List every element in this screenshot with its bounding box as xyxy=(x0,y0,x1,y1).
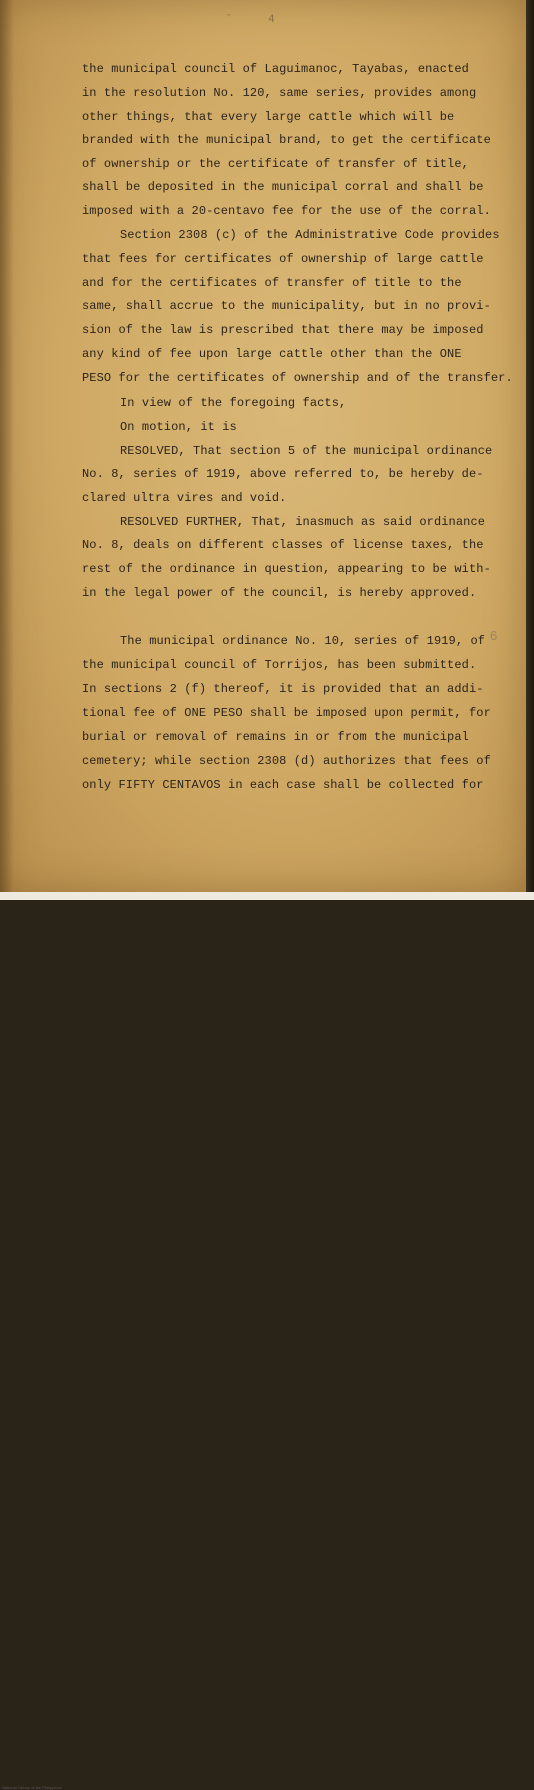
text-line: PESO for the certificates of ownership and of the transfer. xyxy=(82,371,513,385)
text-line: RESOLVED, That section 5 of the municipal ordinance xyxy=(120,444,493,458)
text-line: Section 2308 (c) of the Administrative Code provides xyxy=(120,228,500,242)
text-line: rest of the ordinance in question, appearing to be with- xyxy=(82,562,491,576)
text-line: same, shall accrue to the municipality, but in no provi- xyxy=(82,299,491,313)
text-line: burial or removal of remains in or from the municipal xyxy=(82,730,469,744)
scan-footer-text: National Library of the Philippines xyxy=(2,1785,62,1790)
text-line: and for the certificates of transfer of title to the xyxy=(82,276,462,290)
text-line: The municipal ordinance No. 10, series of 1919, of xyxy=(120,634,486,648)
text-line: imposed with a 20-centavo fee for the use of the corral. xyxy=(82,204,491,218)
page-number: 4 xyxy=(268,14,275,26)
scan-footer-strip xyxy=(0,892,534,1790)
text-line: any kind of fee upon large cattle other than the ONE xyxy=(82,347,462,361)
text-line: shall be deposited in the municipal corral and shall be xyxy=(82,180,484,194)
text-line: that fees for certificates of ownership of large cattle xyxy=(82,252,484,266)
text-line: in the legal power of the council, is hereby approved. xyxy=(82,586,477,600)
text-line: No. 8, series of 1919, above referred to, be hereby de- xyxy=(82,467,484,481)
scan-edge-right xyxy=(526,0,534,900)
text-line: the municipal council of Torrijos, has been submitted. xyxy=(82,658,477,672)
margin-mark: 6 xyxy=(490,628,498,643)
text-line: No. 8, deals on different classes of license taxes, the xyxy=(82,538,484,552)
text-line: cemetery; while section 2308 (d) authorizes that fees of xyxy=(82,754,491,768)
page-binding-shadow xyxy=(0,0,14,892)
ink-mark: ˇ xyxy=(226,14,232,24)
document-page xyxy=(0,0,526,892)
text-line: the municipal council of Laguimanoc, Tayabas, enacted xyxy=(82,62,469,76)
text-line: RESOLVED FURTHER, That, inasmuch as said ordinance xyxy=(120,515,486,529)
text-line: only FIFTY CENTAVOS in each case shall be collected for xyxy=(82,778,484,792)
text-line: other things, that every large cattle which will be xyxy=(82,110,455,124)
text-line: branded with the municipal brand, to get the certificate xyxy=(82,133,491,147)
text-line: In sections 2 (f) thereof, it is provided that an addi- xyxy=(82,682,484,696)
text-line: clared ultra vires and void. xyxy=(82,491,287,505)
text-line: In view of the foregoing facts, xyxy=(120,396,347,410)
text-line: in the resolution No. 120, same series, provides among xyxy=(82,86,477,100)
text-line: sion of the law is prescribed that there may be imposed xyxy=(82,323,484,337)
text-line: of ownership or the certificate of transfer of title, xyxy=(82,157,469,171)
text-line: tional fee of ONE PESO shall be imposed upon permit, for xyxy=(82,706,491,720)
text-line: On motion, it is xyxy=(120,420,237,434)
